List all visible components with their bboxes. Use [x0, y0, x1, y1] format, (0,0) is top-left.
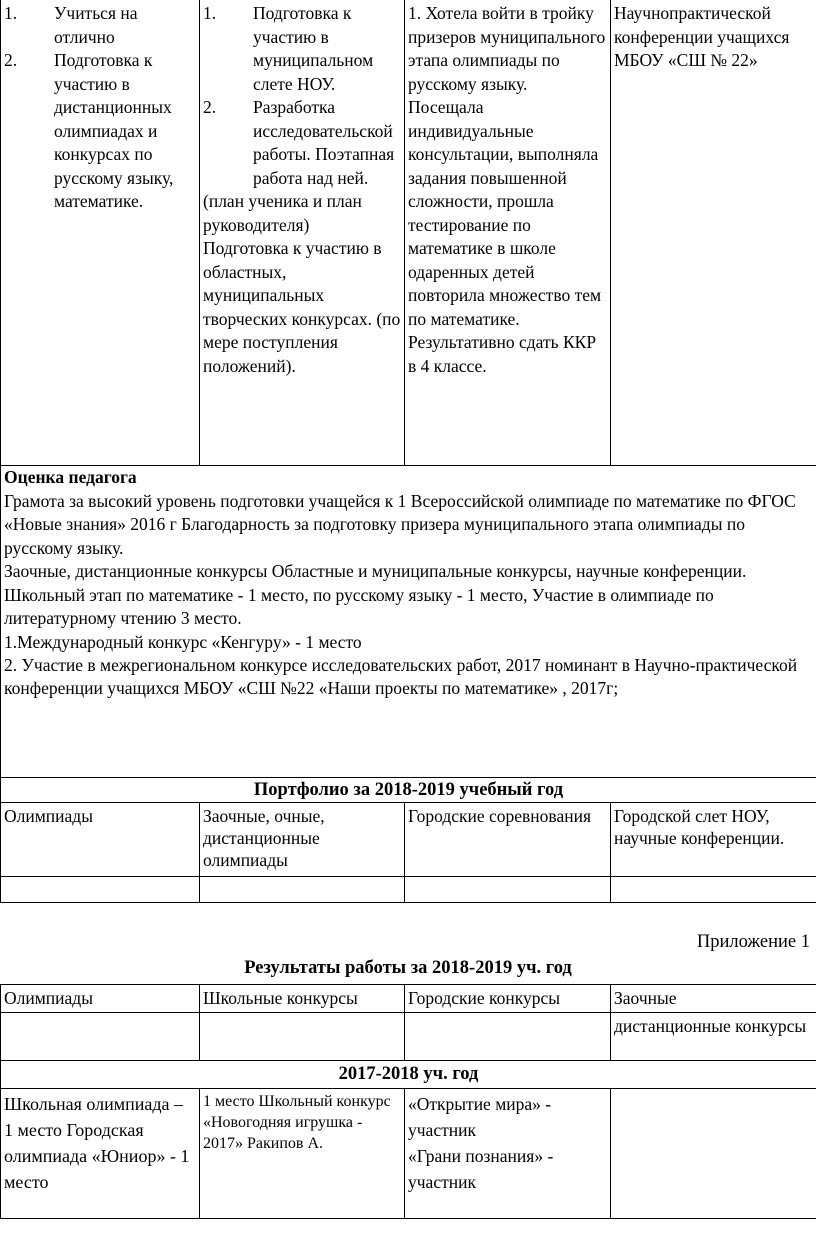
result-cell: 1. Хотела войти в тройку призеров муниципального этапа олимпиады по русскому языку. Посещала индивидуальные консультации, выполняла задания повышенной сложности, прошла тестирование по математике в школе одаренных детей повторила множество тем по математике. Результативно сдать ККР в 4 классе.: [405, 0, 611, 466]
results-title: Результаты работы за 2018-2019 уч. год: [244, 958, 572, 978]
empty-cell: [405, 877, 611, 903]
appendix-label: Приложение 1: [696, 932, 810, 952]
evaluation-line: Грамота за высокий уровень подготовки учащейся к 1 Всероссийской олимпиаде по математике по ФГОС «Новые знания» 2016 г Благодарность за подготовку призера муниципального этапа олимпиады по русскому языку.: [4, 490, 796, 558]
portfolio-header: Олимпиады: [1, 803, 200, 877]
remote-contest-results: [611, 1089, 816, 1219]
results-header: Олимпиады: [1, 985, 200, 1013]
olympiad-results: Школьная олимпиада – 1 место Городская олимпиада «Юниор» - 1 место: [1, 1089, 200, 1219]
results-header: Заочные: [611, 985, 816, 1013]
portfolio-header: Городской слет НОУ, научные конференции.: [611, 803, 816, 877]
evaluation-line: Заочные, дистанционные конкурсы Областные и муниципальные конкурсы, научные конференции.: [4, 561, 747, 581]
portfolio-header: Городские соревнования: [405, 803, 611, 877]
evaluation-title: Оценка педагога: [4, 467, 137, 487]
empty-cell: [200, 877, 405, 903]
list-number: 1.: [4, 3, 18, 23]
empty-cell: [200, 1013, 405, 1061]
empty-cell: [1, 877, 200, 903]
school-contest-results: 1 место Школьный конкурс «Новогодняя игрушка - 2017» Ракипов А.: [200, 1089, 405, 1219]
tasks-cell: [200, 0, 405, 466]
goal-text: Учиться на отлично: [54, 3, 138, 47]
evaluation-line: 1.Международный конкурс «Кенгуру» - 1 место: [4, 631, 362, 652]
empty-cell: [405, 1013, 611, 1061]
list-number: 2.: [203, 97, 217, 117]
portfolio-header: Заочные, очные, дистанционные олимпиады: [200, 803, 405, 877]
results-header-continued: дистанционные конкурсы: [611, 1013, 816, 1061]
list-number: 1.: [203, 3, 217, 23]
goals-cell: [1, 0, 200, 466]
conference-cell: Научнопрактической конференции учащихся МБОУ «СШ № 22»: [611, 0, 816, 466]
evaluation-line: Школьный этап по математике - 1 место, по русскому языку - 1 место, Участие в олимпиаде по литературному чтению 3 место.: [4, 584, 714, 628]
results-header: Школьные конкурсы: [200, 985, 405, 1013]
city-contest-results: «Открытие мира» - участник «Грани познания» - участник: [405, 1089, 611, 1219]
year-title: 2017-2018 уч. год: [1, 1061, 816, 1089]
teacher-evaluation: [1, 466, 816, 778]
portfolio-title: Портфолио за 2018-2019 учебный год: [1, 778, 816, 803]
list-number: 2.: [4, 50, 18, 70]
empty-cell: [1, 1013, 200, 1061]
empty-cell: [611, 877, 816, 903]
task-text: (план ученика и план руководителя) Подготовка к участию в областных, муниципальных творческих конкурсах. (по мере поступления положений).: [203, 191, 401, 376]
task-text: Подготовка к участию в муниципальном слете НОУ.: [253, 3, 374, 94]
goal-text: Подготовка к участию в дистанционных олимпиадах и конкурсах по русскому языку, математике.: [54, 50, 174, 211]
evaluation-line: 2. Участие в межрегиональном конкурсе исследовательских работ, 2017 номинант в Научно-практической конференции учащихся МБОУ «СШ №22 «Наши проекты по математике» , 2017г;: [4, 655, 798, 698]
task-text: Разработка исследовательской работы. Поэтапная работа над ней.: [253, 97, 395, 188]
results-table: [0, 984, 816, 1219]
results-header: Городские конкурсы: [405, 985, 611, 1013]
